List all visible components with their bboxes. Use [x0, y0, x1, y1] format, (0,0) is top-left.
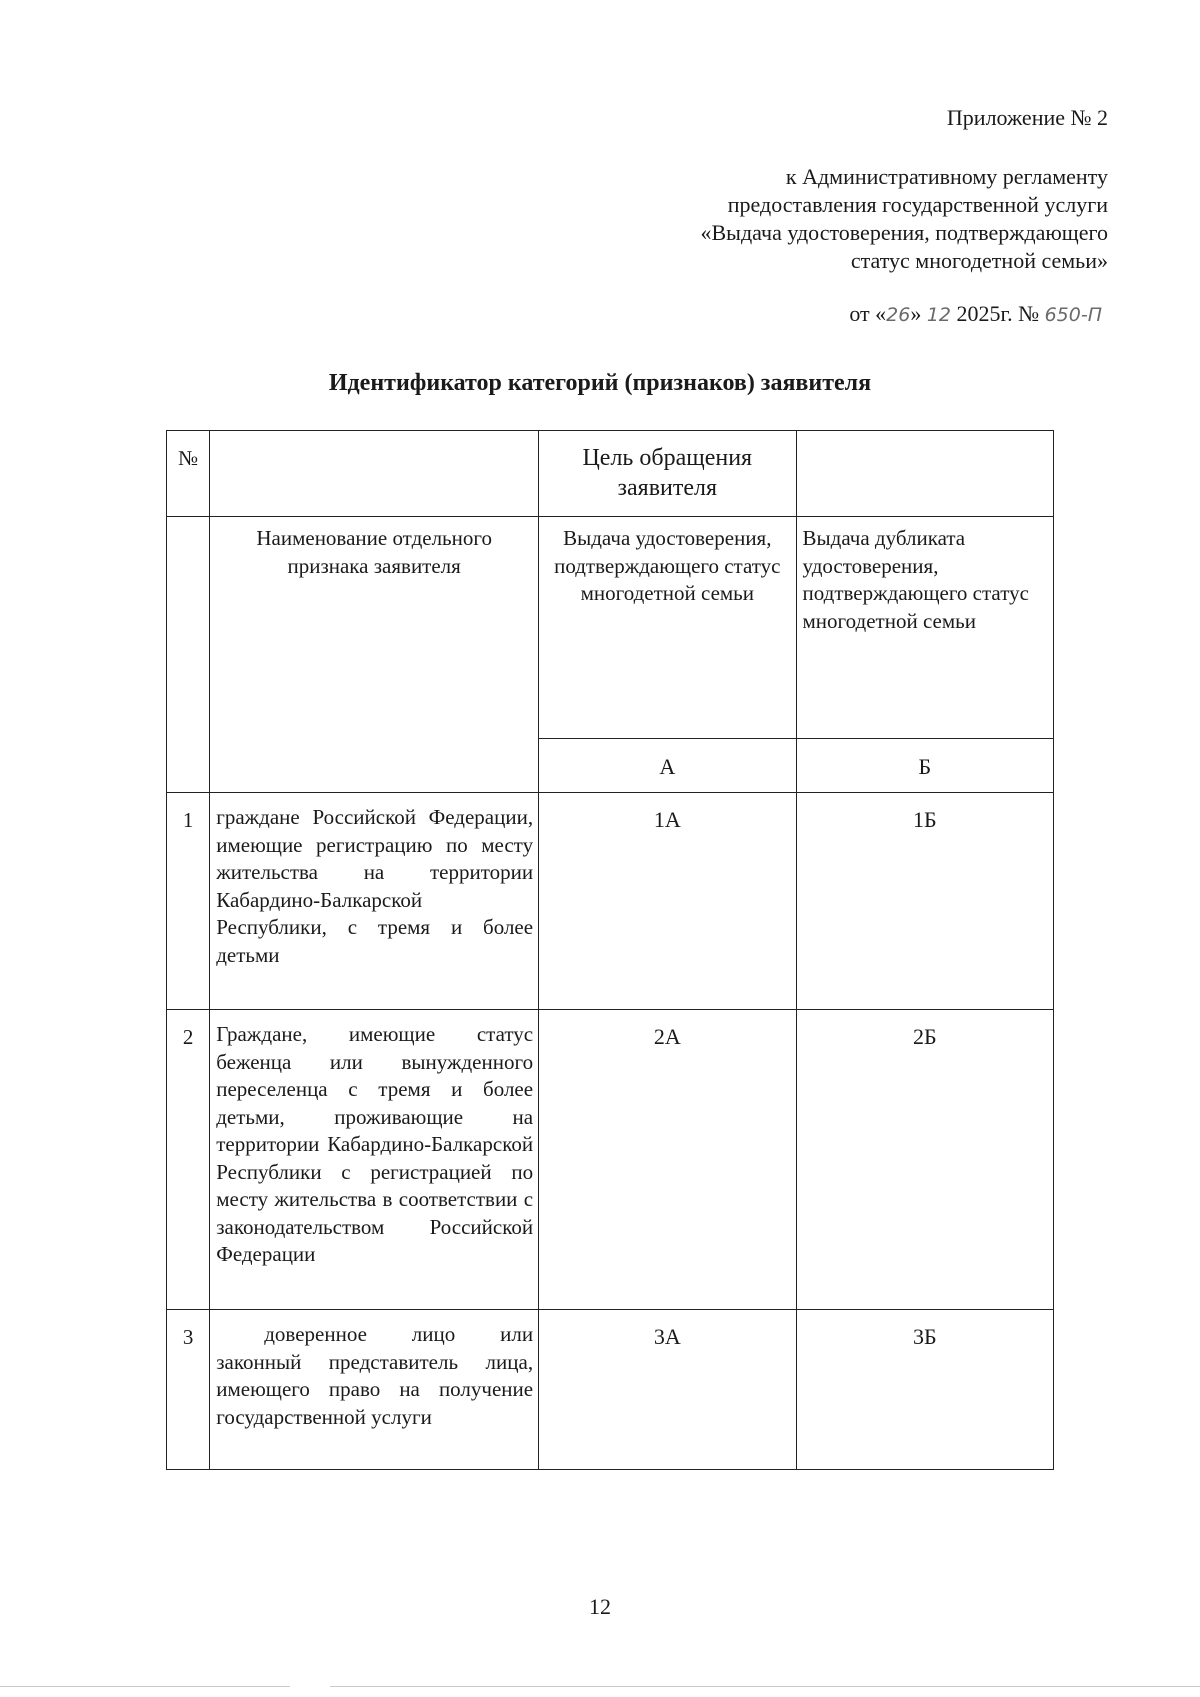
- category-code-a: 1А: [539, 793, 796, 1010]
- category-code-a: 3А: [539, 1310, 796, 1470]
- column-number-header: №: [167, 431, 210, 517]
- col-b-header: Выдача дубликата удостоверения, подтверждающего статус многодетной семьи: [796, 517, 1053, 739]
- regulation-line: к Административному регламенту: [785, 164, 1108, 189]
- scan-edge-line: [330, 1686, 1200, 1687]
- order-mid: »: [910, 301, 927, 326]
- table-row: [167, 793, 1054, 1010]
- table-header-row: [167, 431, 1054, 517]
- order-prefix: от «: [849, 301, 887, 326]
- category-code-b: 3Б: [796, 1310, 1053, 1470]
- order-month-handwritten: 12: [926, 304, 952, 326]
- category-code-b: 2Б: [796, 1010, 1053, 1310]
- page-number: 12: [589, 1594, 611, 1619]
- order-date-number: [849, 300, 1102, 329]
- regulation-line: «Выдача удостоверения, подтверждающего: [700, 220, 1108, 245]
- table-subheader-row: [167, 517, 1054, 739]
- category-description: граждане Российской Федерации, имеющие регистрацию по месту жительства на территории Кабардино-Балкарской Республики, с тремя и более детьми: [210, 793, 539, 1010]
- name-header: Наименование отдельного признака заявителя: [210, 517, 539, 793]
- order-number-handwritten: 650-П: [1044, 304, 1102, 326]
- category-code-b: 1Б: [796, 793, 1053, 1010]
- regulation-line: статус многодетной семьи»: [850, 248, 1108, 273]
- appendix-number: Приложение № 2: [946, 105, 1108, 130]
- col-b-letter: Б: [796, 739, 1053, 793]
- regulation-line: предоставления государственной услуги: [727, 192, 1108, 217]
- order-year: 2025г. №: [951, 301, 1045, 326]
- category-description: доверенное лицо или законный представитель лица, имеющего право на получение государственной услуги: [210, 1310, 539, 1470]
- table-row: [167, 1010, 1054, 1310]
- row-number: 3: [167, 1310, 210, 1470]
- col-a-header: Выдача удостоверения, подтверждающего статус многодетной семьи: [539, 517, 796, 739]
- header-empty-cell: [210, 431, 539, 517]
- header-empty-cell: [796, 431, 1053, 517]
- row-number: 2: [167, 1010, 210, 1310]
- purpose-header: Цель обращения заявителя: [539, 431, 796, 517]
- applicant-category-table: [166, 430, 1054, 1470]
- category-code-a: 2А: [539, 1010, 796, 1310]
- category-description: Граждане, имеющие статус беженца или вынужденного переселенца с тремя и более детьми, проживающие на территории Кабардино-Балкарской Республики с регистрацией по месту жительства в соответствии с законодательством Российской Федерации: [210, 1010, 539, 1310]
- table-row: [167, 1310, 1054, 1470]
- scan-edge-line: [0, 1686, 290, 1687]
- document-title: Идентификатор категорий (признаков) заявителя: [328, 370, 872, 396]
- order-day-handwritten: 26: [886, 304, 911, 326]
- regulation-reference: [700, 163, 1108, 275]
- number-empty-cell: [167, 517, 210, 793]
- row-number: 1: [167, 793, 210, 1010]
- col-a-letter: А: [539, 739, 796, 793]
